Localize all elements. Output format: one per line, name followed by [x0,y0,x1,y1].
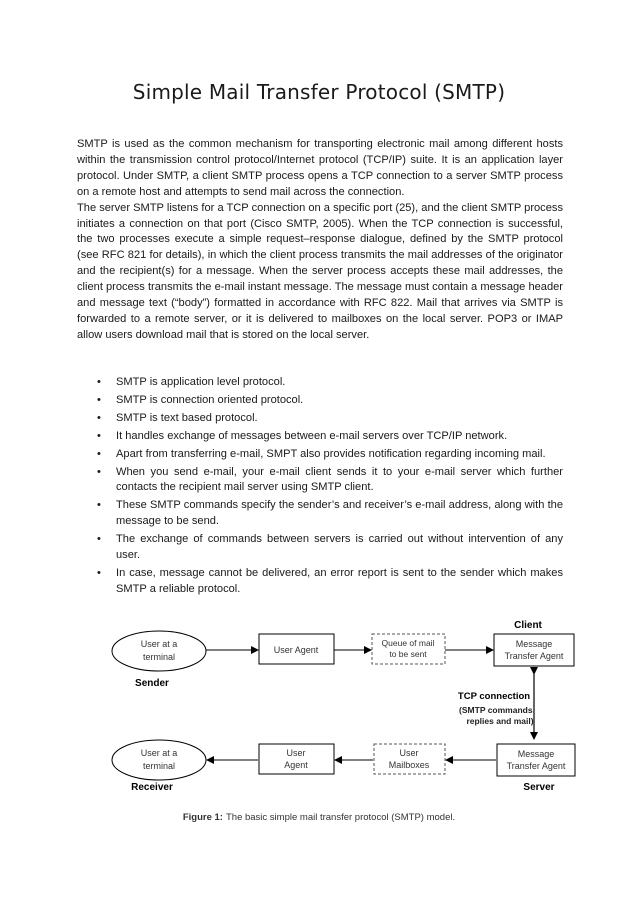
receiver-label: Receiver [131,782,173,793]
bullet-icon: • [97,465,101,478]
list-item-text: In case, message cannot be delivered, an error report is sent to the sender which makes SMTP a reliable protocol. [116,566,563,595]
bullet-icon: • [97,429,101,442]
list-item [97,375,563,391]
server-label: Server [523,782,555,793]
list-item-text: These SMTP commands specify the sender’s and receiver’s e-mail address, along with the message to be send. [116,499,563,528]
list-item-text: SMTP is connection oriented protocol. [116,393,304,406]
mail-queue-label: to be sent [389,649,427,659]
figure-caption [0,812,638,823]
receiver-terminal-shape [112,740,206,780]
sender-terminal-label: terminal [142,652,176,662]
figure-caption-label: Figure 1: [182,812,223,823]
bullet-icon: • [97,393,101,406]
list-item [97,498,563,530]
user-mailboxes-label: Mailboxes [388,760,430,770]
bullet-icon: • [97,533,101,546]
sender-terminal-label: User at a [140,639,178,649]
list-item [97,447,563,463]
list-item-text: SMTP is application level protocol. [116,376,286,388]
sender-label: Sender [135,678,169,689]
list-item [97,465,563,497]
list-item [97,532,563,564]
bullet-list [97,375,563,600]
client-mta-label: Transfer Agent [504,651,564,661]
list-item [97,566,563,598]
list-item [97,429,563,445]
mail-queue-label: Queue of mail [381,638,435,648]
client-mta-label: Message [515,639,553,649]
receiver-terminal-label: terminal [142,761,176,771]
receiver-user-agent-label: User [286,748,306,758]
sender-user-agent-label: User Agent [273,645,319,655]
bullet-icon: • [97,411,101,424]
list-item [97,393,563,409]
user-mailboxes-label: User [399,748,419,758]
tcp-connection-sublabel: replies and mail) [466,716,534,726]
list-item-text: The exchange of commands between servers is carried out without intervention of any user. [116,533,563,562]
paragraph: SMTP is used as the common mechanism for transporting electronic mail among different hosts within the transmission control protocol/Internet protocol (TCP/IP) suite. It is an application layer protocol. Under SMTP, a client SMTP process opens a TCP connection to a server SMTP process on a remote host and attempts to send mail across the connection. [77,138,563,198]
client-label: Client [514,620,542,631]
tcp-connection-label: TCP connection [457,691,531,702]
body-text [77,137,563,344]
server-mta-label: Message [517,749,555,759]
sender-terminal-shape [112,631,206,671]
bullet-icon: • [97,447,101,460]
server-mta-label: Transfer Agent [506,761,566,771]
smtp-model-diagram [0,600,638,810]
receiver-user-agent-label: Agent [284,760,308,770]
list-item-text: SMTP is text based protocol. [116,411,258,424]
page-title: Simple Mail Transfer Protocol (SMTP) [132,80,506,104]
bullet-icon: • [97,499,101,512]
list-item-text: It handles exchange of messages between e-mail servers over TCP/IP network. [116,429,508,442]
list-item-text: Apart from transferring e-mail, SMPT also provides notification regarding incoming mail. [116,447,546,460]
bullet-icon: • [97,566,101,579]
receiver-terminal-label: User at a [140,748,178,758]
list-item [97,411,563,427]
tcp-connection-sublabel: (SMTP commands, [459,705,535,715]
paragraph: The server SMTP listens for a TCP connection on a specific port (25), and the client SMTP process initiates a connection on that port (Cisco SMTP, 2005). When the TCP connection is successful, the two processes execute a simple request–response dialogue, defined by the SMTP protocol (see RFC 821 for details), in which the client process transmits the mail addresses of the originator and the recipient(s) for a message. When the server process accepts these mail addresses, the client process transmits the e-mail instant message. The message must contain a message header and message text (“body”) formatted in accordance with RFC 822. Mail that arrives via SMTP is forwarded to a remote server, or it is delivered to mailboxes on the local server. POP3 or IMAP allow users download mail that is stored on the local server. [77,201,563,341]
bullet-icon: • [97,376,101,388]
list-item-text: When you send e-mail, your e-mail client sends it to your e-mail server which further contacts the recipient mail server using SMTP client. [116,465,563,494]
figure-caption-text: The basic simple mail transfer protocol (SMTP) model. [225,812,456,823]
